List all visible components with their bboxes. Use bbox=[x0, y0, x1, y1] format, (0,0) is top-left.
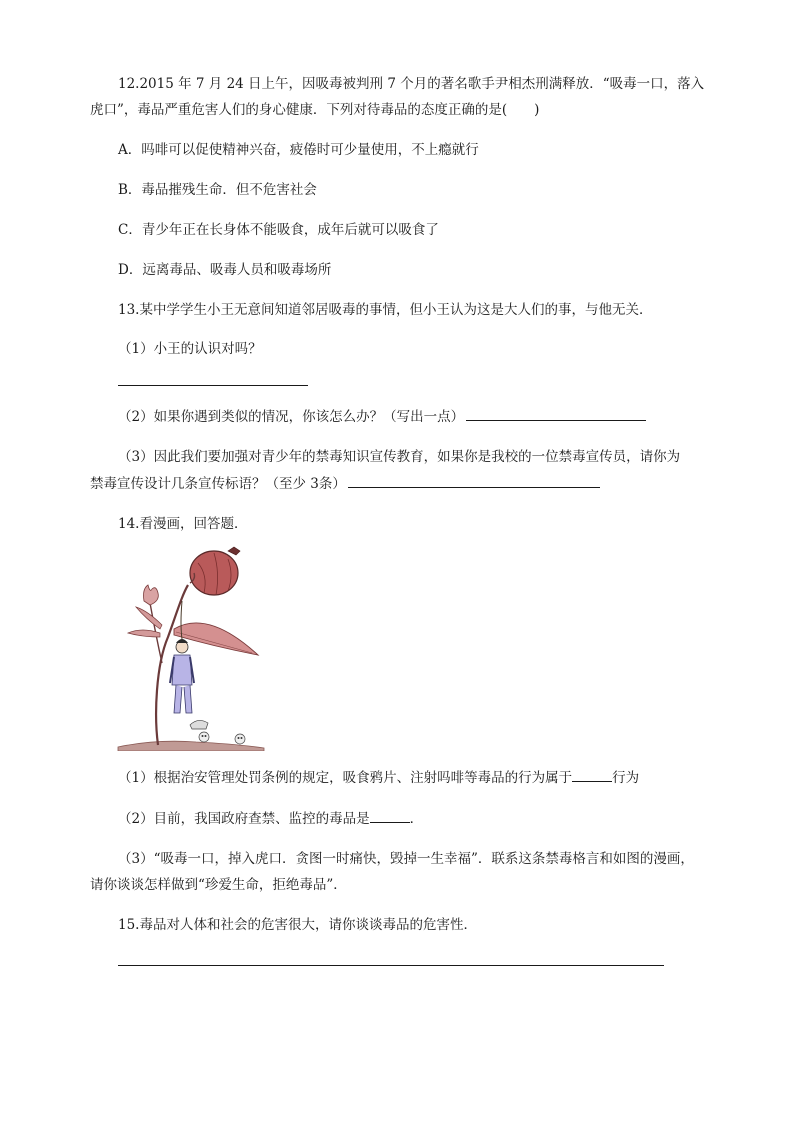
q14-sub1-row bbox=[90, 767, 708, 789]
q13-answer-blank-2[interactable] bbox=[466, 406, 646, 421]
q13-answer-line-1[interactable] bbox=[118, 384, 308, 386]
q12-option-d: D．远离毒品、吸毒人员和吸毒场所 bbox=[118, 261, 332, 278]
q12-option-b: B．毒品摧残生命．但不危害社会 bbox=[118, 181, 317, 198]
q12-stem-line1: 12.2015 年 7 月 24 日上午，因吸毒被判刑 7 个月的著名歌手尹相杰刑满释放．“吸毒一口，落入 bbox=[118, 76, 705, 92]
q14-sub3-line2: 请你谈谈怎样做到“珍爱生命，拒绝毒品”． bbox=[90, 876, 347, 893]
q12-stem-line2: 虎口”，毒品严重危害人们的身心健康．下列对待毒品的态度正确的是( ) bbox=[90, 101, 540, 118]
q12-option-c: C．青少年正在长身体不能吸食，成年后就可以吸食了 bbox=[118, 221, 439, 238]
q12-option-a: A．吗啡可以促使精神兴奋，疲倦时可少量使用，不上瘾就行 bbox=[118, 141, 479, 158]
document-page bbox=[90, 74, 708, 966]
q14-sub1-text: （1）根据治安管理处罚条例的规定，吸食鸦片、注射吗啡等毒品的行为属于 bbox=[118, 770, 573, 787]
q13-sub2-text: （2）如果你遇到类似的情况，你该怎么办？（写出一点） bbox=[118, 409, 465, 426]
q14-sub2-text: （2）目前，我国政府查禁、监控的毒品是 bbox=[118, 810, 370, 827]
q14-sub2-row bbox=[90, 808, 708, 830]
q14-sub3-line1: （3）“吸毒一口，掉入虎口．贪图一时痛快，毁掉一生幸福”．联系这条禁毒格言和如图的漫画， bbox=[118, 850, 694, 867]
q13-sub3-text: 禁毒宣传设计几条宣传标语？（至少 3条） bbox=[90, 476, 346, 493]
q14-sub1-suffix: 行为 bbox=[612, 770, 640, 787]
q14-answer-blank-2[interactable] bbox=[370, 808, 410, 823]
q13-sub2-row bbox=[90, 406, 708, 428]
q14-stem: 14.看漫画，回答题． bbox=[118, 516, 248, 533]
anti-drug-cartoon bbox=[116, 545, 266, 751]
q13-stem: 13.某中学学生小王无意间知道邻居吸毒的事情，但小王认为这是大人们的事，与他无关． bbox=[118, 301, 653, 318]
q13-sub3-row bbox=[90, 473, 708, 495]
q13-sub1: （1）小王的认识对吗？ bbox=[118, 341, 262, 358]
q14-sub2-suffix: ． bbox=[409, 810, 424, 827]
q15-answer-line[interactable] bbox=[118, 964, 664, 966]
q14-answer-blank-1[interactable] bbox=[572, 767, 612, 782]
q15-stem: 15.毒品对人体和社会的危害很大，请你谈谈毒品的危害性． bbox=[118, 916, 477, 933]
q13-answer-blank-3[interactable] bbox=[348, 473, 600, 488]
q13-sub3-line1: （3）因此我们要加强对青少年的禁毒知识宣传教育，如果你是我校的一位禁毒宣传员，请你为 bbox=[118, 449, 681, 466]
